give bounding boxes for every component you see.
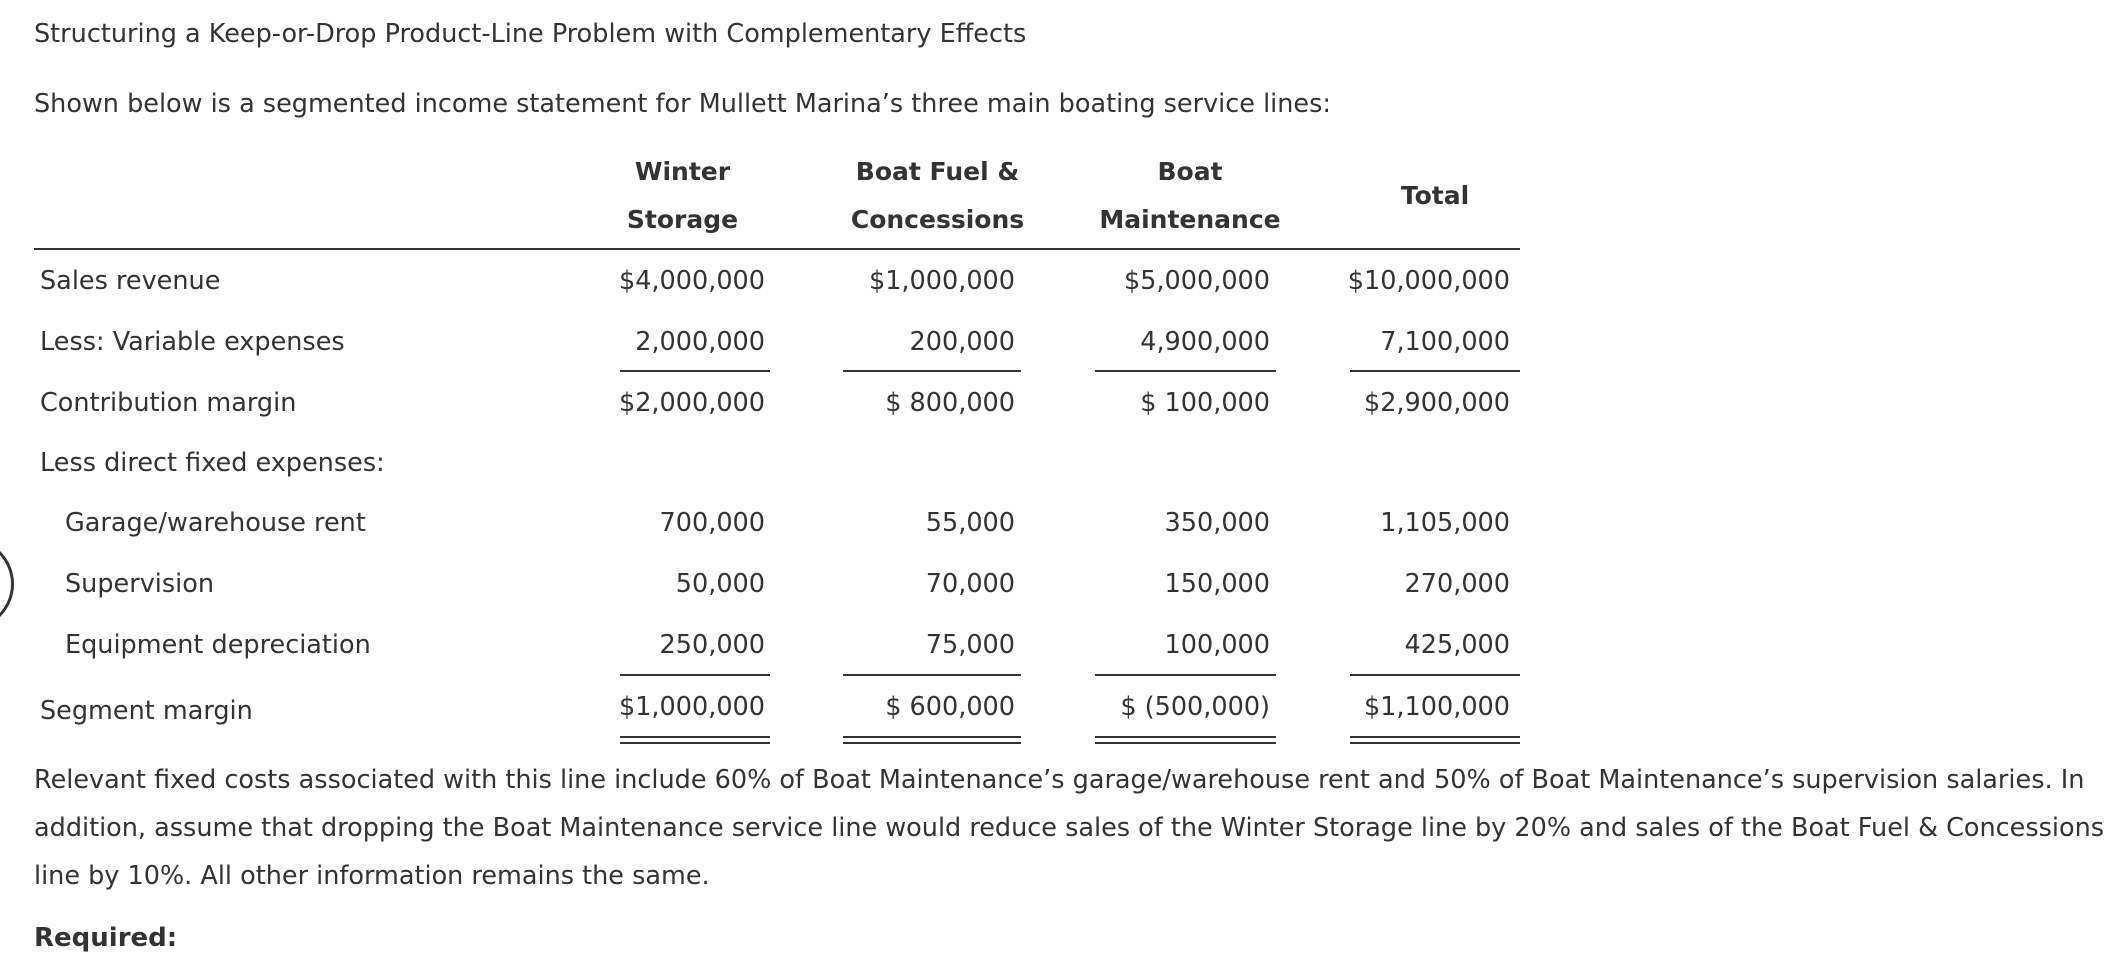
- cell-segment-winter: $1,000,000: [618, 692, 765, 722]
- circle-marker-icon: [0, 538, 14, 630]
- total-rule-fuel: [843, 674, 1021, 676]
- subtotal-rule-maintenance: [1095, 370, 1276, 372]
- page-title: Structuring a Keep-or-Drop Product-Line Problem with Complementary Effects: [34, 19, 1027, 49]
- assumptions-paragraph: Relevant fixed costs associated with this line include 60% of Boat Maintenance’s garage/warehouse rent and 50% of Boat Maintenance’s supervision salaries. In addition, assume that dropping the Boat Maintenance service line would reduce sales of the Winter Storage line by 20% and sales of the Boat Fuel & Concessions line by 10%. All other information remains the same.: [34, 765, 2105, 891]
- cell-sales-total: $10,000,000: [1347, 266, 1510, 296]
- cell-rent-total: 1,105,000: [1380, 508, 1510, 538]
- row-label-depreciation: Equipment depreciation: [65, 630, 371, 660]
- cell-segment-maintenance: $ (500,000): [1120, 692, 1270, 722]
- total-rule-total: [1350, 674, 1520, 676]
- cell-sales-fuel: $1,000,000: [868, 266, 1015, 296]
- header-rule: [34, 248, 1520, 250]
- cell-supervision-maintenance: 150,000: [1164, 569, 1270, 599]
- row-label-contribution-margin: Contribution margin: [40, 388, 297, 418]
- cell-supervision-total: 270,000: [1404, 569, 1510, 599]
- row-label-sales: Sales revenue: [40, 266, 221, 296]
- cell-cm-maintenance: $ 100,000: [1140, 388, 1270, 418]
- cell-variable-winter: 2,000,000: [635, 327, 765, 357]
- column-header-total: Total: [1400, 181, 1470, 210]
- cell-depreciation-total: 425,000: [1404, 630, 1510, 660]
- row-label-fixed-expenses-header: Less direct fixed expenses:: [40, 448, 385, 478]
- double-rule-winter: [620, 736, 770, 744]
- intro-text: Shown below is a segmented income statement for Mullett Marina’s three main boating service lines:: [34, 89, 1331, 119]
- row-label-supervision: Supervision: [65, 569, 215, 599]
- required-label: Required:: [34, 923, 178, 953]
- cell-segment-fuel: $ 600,000: [885, 692, 1015, 722]
- subtotal-rule-fuel: [843, 370, 1021, 372]
- cell-depreciation-maintenance: 100,000: [1164, 630, 1270, 660]
- total-rule-winter: [620, 674, 770, 676]
- cell-depreciation-fuel: 75,000: [925, 630, 1015, 660]
- row-label-segment-margin: Segment margin: [40, 696, 253, 726]
- cell-supervision-winter: 50,000: [675, 569, 765, 599]
- cell-rent-fuel: 55,000: [925, 508, 1015, 538]
- double-rule-total: [1350, 736, 1520, 744]
- cell-cm-winter: $2,000,000: [618, 388, 765, 418]
- cell-sales-maintenance: $5,000,000: [1123, 266, 1270, 296]
- double-rule-fuel: [843, 736, 1021, 744]
- subtotal-rule-total: [1350, 370, 1520, 372]
- cell-depreciation-winter: 250,000: [659, 630, 765, 660]
- cell-supervision-fuel: 70,000: [925, 569, 1015, 599]
- cell-rent-maintenance: 350,000: [1164, 508, 1270, 538]
- subtotal-rule-winter: [620, 370, 770, 372]
- column-header-boat-maintenance: Boat Maintenance: [1099, 157, 1281, 234]
- cell-rent-winter: 700,000: [659, 508, 765, 538]
- cell-sales-winter: $4,000,000: [618, 266, 765, 296]
- cell-segment-total: $1,100,000: [1363, 692, 1510, 722]
- cell-cm-fuel: $ 800,000: [885, 388, 1015, 418]
- row-label-variable: Less: Variable expenses: [40, 327, 345, 357]
- cell-variable-fuel: 200,000: [909, 327, 1015, 357]
- row-label-rent: Garage/warehouse rent: [65, 508, 366, 538]
- cell-variable-total: 7,100,000: [1380, 327, 1510, 357]
- cell-cm-total: $2,900,000: [1363, 388, 1510, 418]
- column-header-boat-fuel: Boat Fuel & Concessions: [850, 157, 1025, 234]
- double-rule-maintenance: [1095, 736, 1276, 744]
- total-rule-maintenance: [1095, 674, 1276, 676]
- column-header-winter-storage: Winter Storage: [626, 157, 739, 234]
- cell-variable-maintenance: 4,900,000: [1140, 327, 1270, 357]
